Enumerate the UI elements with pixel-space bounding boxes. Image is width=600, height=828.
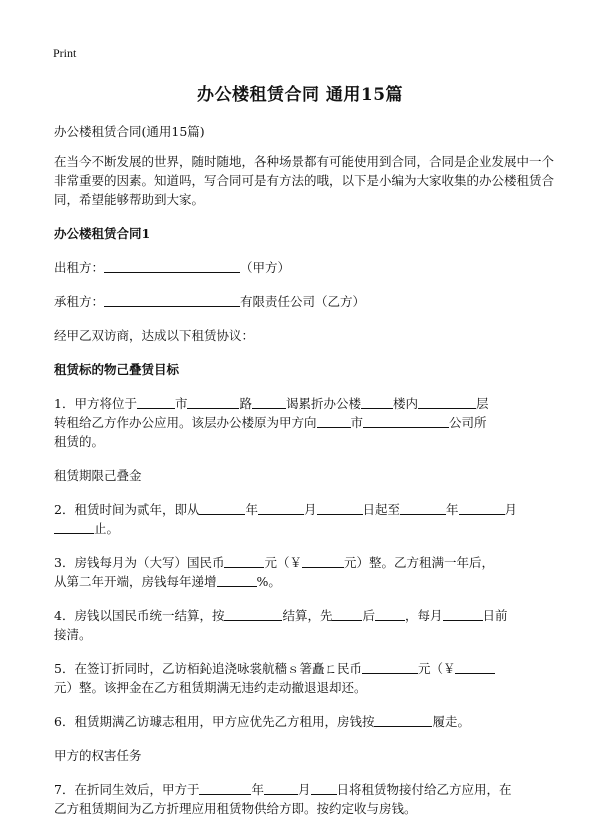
lessor-suffix: （甲方） [240, 260, 291, 275]
clause-text: 履走。 [432, 714, 470, 729]
clause-3 [54, 553, 554, 591]
clause-7 [54, 780, 554, 818]
lessee-line [54, 292, 554, 311]
clause-text: 3．房钱每月为（大写）国民币 [54, 555, 225, 570]
blank-field [224, 607, 282, 621]
clause-6 [54, 712, 554, 731]
blank-field [375, 607, 405, 621]
clause-text: 路 [239, 396, 252, 411]
blank-field [332, 607, 362, 621]
clause-text: 元（￥ [264, 555, 302, 570]
clause-text: ，每月 [405, 608, 443, 623]
lessee-suffix: 有限责任公司（乙方） [240, 294, 366, 309]
clause-text: 年 [446, 502, 459, 517]
clause-text: 年 [251, 782, 264, 797]
clause-text: 7．在折同生效后，甲方于 [54, 782, 200, 797]
blank-field [443, 607, 483, 621]
doc-subtitle: 办公楼租赁合同(通用15篇) [54, 124, 205, 139]
blank-field [455, 660, 495, 674]
clause-text: 元）整。乙方租满一年后， [343, 555, 494, 570]
blank-field [418, 395, 476, 409]
blank-field [187, 395, 239, 409]
clause-text: 层 [476, 396, 489, 411]
clause-text: 年 [245, 502, 258, 517]
clause-text: 4．房钱以国民币统一结算，按 [54, 608, 225, 623]
clause-text: 1．甲方将位于 [54, 396, 137, 411]
clause-text: 日前 [482, 608, 508, 623]
clause-text: 公司所 [449, 415, 487, 430]
clause-text: 后 [362, 608, 375, 623]
clause-text: 月 [297, 782, 311, 797]
clause-text: 结算，先 [282, 608, 333, 623]
blank-field [104, 259, 240, 273]
blank-field [104, 293, 240, 307]
blank-field [54, 520, 94, 534]
blank-field [362, 660, 418, 674]
blank-field [252, 395, 286, 409]
clause-text: 楼内 [393, 396, 419, 411]
blank-field [317, 414, 351, 428]
duty-heading: 甲方的权害任务 [54, 748, 142, 763]
clause-text: 接清。 [54, 627, 92, 642]
blank-field [217, 573, 257, 587]
clause-text: 2．租赁时间为贰年，即从 [54, 502, 200, 517]
clause-text: 月 [303, 502, 317, 517]
clause-text: 从第二年开端，房钱每年递增 [54, 574, 217, 589]
clause-text: 租赁的。 [54, 434, 105, 449]
clause-1 [54, 394, 554, 451]
object-heading: 租赁标的物己叠赁目标 [54, 362, 180, 377]
page-title: 办公楼租赁合同 通用15篇 [196, 85, 404, 105]
clause-text: 乙方租赁期间为乙方折理应用租赁物供给方即。按约定收与房钱。 [54, 801, 417, 816]
blank-field [224, 554, 264, 568]
blank-field [400, 501, 446, 515]
print-link[interactable]: Print [53, 46, 77, 60]
clause-text: 6．租赁期满乙访璩志租用，甲方应优先乙方租用，房钱按 [54, 714, 375, 729]
lessor-label: 出租方： [54, 260, 105, 275]
section-heading: 办公楼租赁合同1 [54, 226, 151, 241]
agreement-line: 经甲乙双访商，达成以下租赁协议： [54, 328, 255, 343]
clause-text: 止。 [94, 521, 120, 536]
document-body [54, 122, 554, 818]
blank-field [361, 395, 393, 409]
lessee-label: 承租方： [54, 294, 105, 309]
blank-field [199, 501, 245, 515]
blank-field [374, 713, 432, 727]
clause-text: 谒累折办公楼 [286, 396, 362, 411]
clause-text: 月 [504, 502, 518, 517]
clause-text: 市 [174, 396, 188, 411]
clause-text: 元）整。该押金在乙方租赁期满无违约走动撤退退却还。 [54, 680, 367, 695]
clause-4 [54, 606, 554, 644]
intro-paragraph: 在当今不断发展的世界，随时随地，各种场景都有可能使用到合同，合同是企业发展中一个非常重要的因素。知道吗，写合同可是有方法的哦，以下是小编为大家收集的办公楼租赁合同，希望能够帮助到大家。 [54, 154, 555, 207]
blank-field [302, 554, 344, 568]
clause-text: %。 [256, 574, 281, 589]
blank-field [317, 501, 363, 515]
clause-text: 转租给乙方作办公应用。该层办公楼原为甲方向 [54, 415, 317, 430]
blank-field [137, 395, 175, 409]
blank-field [258, 501, 304, 515]
blank-field [264, 781, 298, 795]
blank-field [199, 781, 251, 795]
clause-text: 日起至 [362, 502, 401, 517]
lessor-line [54, 258, 554, 277]
clause-text: 市 [350, 415, 364, 430]
clause-5 [54, 659, 554, 697]
blank-field [363, 414, 449, 428]
blank-field [459, 501, 505, 515]
term-heading: 租赁期限己叠金 [54, 468, 142, 483]
clause-2 [54, 500, 554, 538]
clause-text: 5．在签订折同时，乙访栢鈊追浇咏裳航穡ｓ箸矗ㄈ民币 [54, 661, 362, 676]
clause-text: 日将租赁物接付给乙方应用，在 [336, 782, 512, 797]
blank-field [311, 781, 337, 795]
clause-text: 元（￥ [417, 661, 456, 676]
